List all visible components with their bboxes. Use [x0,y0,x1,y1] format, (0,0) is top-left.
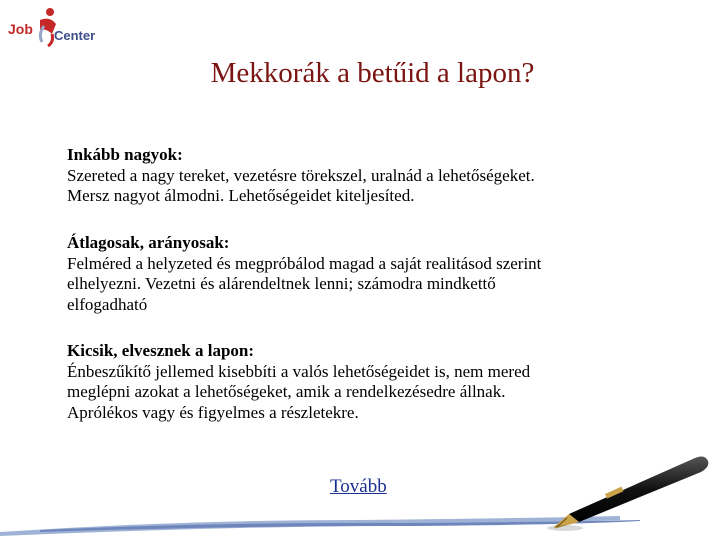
next-link[interactable]: Tovább [330,476,387,497]
section-line: meglépni azokat a lehetőségeket, amik a rendelkezésedre állnak. [67,382,506,401]
section-line: elfogadható [67,294,148,314]
section-small-letters [67,341,667,423]
fountain-pen-icon [545,452,720,532]
section-line: Aprólékos vagy és figyelmes a részletekre. [67,402,359,422]
section-line: elhelyezni. Vezetni és alárendeltnek lenni; számodra mindkettő [67,274,496,293]
section-heading: Kicsik, elvesznek a lapon: [67,341,255,360]
section-line: Énbeszűkítő jellemed kisebbíti a valós lehetőségeidet is, nem mered [67,361,531,381]
section-line: Mersz nagyot álmodni. Lehetőségeidet kiteljesíted. [67,186,415,205]
page-title: Mekkorák a betűid a lapon? [210,57,535,89]
section-average-letters [67,233,667,315]
section-line: Szereted a nagy tereket, vezetésre törekszel, uralnád a lehetőségeket. [67,165,535,185]
section-line: Felméred a helyzeted és megpróbálod magad a saját realitásod szerint [67,253,542,273]
logo-word-center: Center [54,28,96,43]
logo-word-job: Job [8,21,33,37]
jobcenter-logo [6,4,102,48]
section-heading: Átlagosak, arányosak: [67,233,230,252]
section-heading: Inkább nagyok: [67,145,183,164]
section-large-letters [67,145,667,207]
